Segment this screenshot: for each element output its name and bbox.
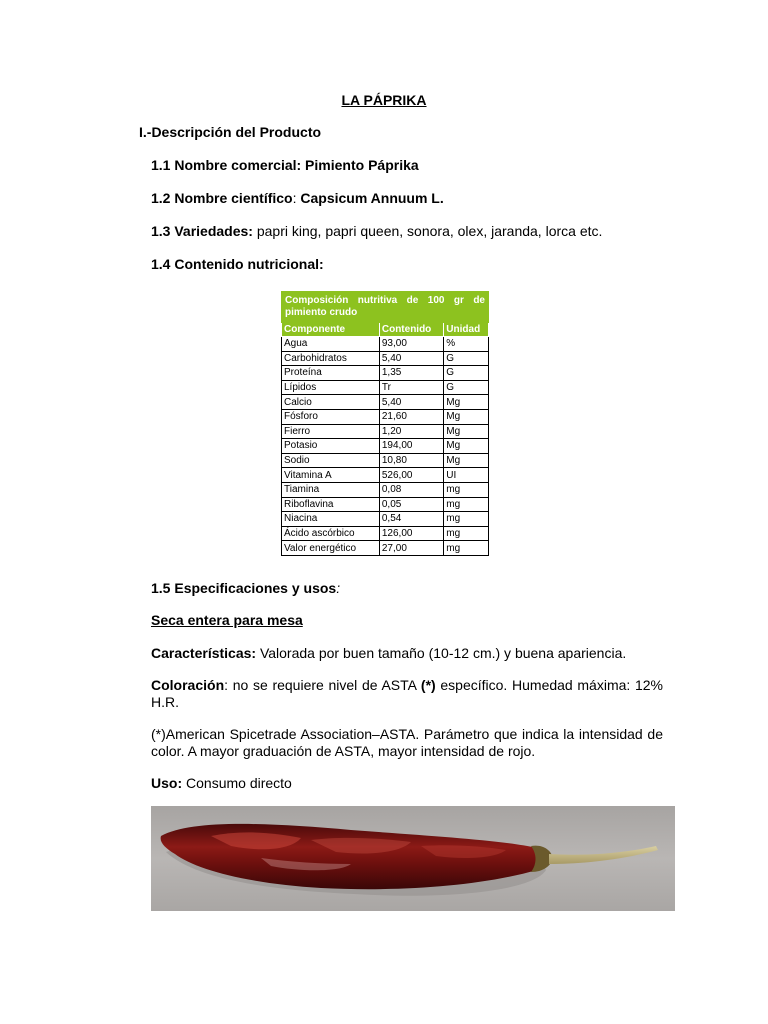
scientific-name bbox=[151, 190, 444, 207]
usage-value: Consumo directo bbox=[182, 775, 292, 791]
cell-content: 1,20 bbox=[379, 424, 443, 439]
cell-content: 10,80 bbox=[379, 453, 443, 468]
scientific-name-label: 1.2 Nombre científico bbox=[151, 190, 293, 206]
document-title: LA PÁPRIKA bbox=[341, 92, 427, 108]
cell-unit: G bbox=[444, 351, 489, 366]
coloration-text-2: específico. Humedad máxima: 12% H.R. bbox=[151, 677, 664, 710]
varieties-value: papri king, papri queen, sonora, olex, jaranda, lorca etc. bbox=[252, 223, 603, 239]
cell-unit: mg bbox=[444, 497, 489, 512]
table-row bbox=[282, 409, 489, 424]
table-row bbox=[282, 497, 489, 512]
table-caption: Composición nutritiva de 100 gr de pimiento crudo bbox=[282, 292, 489, 323]
coloration-label: Coloración bbox=[151, 677, 225, 693]
pepper-illustration bbox=[151, 806, 675, 911]
usage bbox=[151, 775, 292, 792]
varieties bbox=[151, 223, 602, 240]
cell-component: Ácido ascórbico bbox=[282, 526, 380, 541]
usage-label: Uso: bbox=[151, 775, 183, 791]
cell-unit: mg bbox=[444, 512, 489, 527]
cell-unit: Mg bbox=[444, 409, 489, 424]
table-row bbox=[282, 541, 489, 556]
cell-content: 126,00 bbox=[379, 526, 443, 541]
specs-heading bbox=[151, 580, 340, 597]
cell-unit: G bbox=[444, 380, 489, 395]
cell-unit: mg bbox=[444, 541, 489, 556]
table-row bbox=[282, 526, 489, 541]
cell-content: 1,35 bbox=[379, 366, 443, 381]
cell-unit: Mg bbox=[444, 395, 489, 410]
cell-content: 0,54 bbox=[379, 512, 443, 527]
cell-component: Valor energético bbox=[282, 541, 380, 556]
section-heading: I.-Descripción del Producto bbox=[139, 124, 322, 140]
cell-unit: Mg bbox=[444, 424, 489, 439]
cell-unit: Mg bbox=[444, 439, 489, 454]
cell-component: Tiamina bbox=[282, 482, 380, 497]
specs-heading-colon: : bbox=[336, 580, 341, 596]
nutrition-heading: 1.4 Contenido nutricional: bbox=[151, 256, 324, 272]
cell-content: 526,00 bbox=[379, 468, 443, 483]
cell-component: Riboflavina bbox=[282, 497, 380, 512]
coloration-mark: (*) bbox=[420, 677, 436, 693]
cell-component: Niacina bbox=[282, 512, 380, 527]
cell-component: Fósforo bbox=[282, 409, 380, 424]
table-row bbox=[282, 512, 489, 527]
cell-content: 0,05 bbox=[379, 497, 443, 512]
table-row bbox=[282, 424, 489, 439]
cell-unit: G bbox=[444, 366, 489, 381]
header-component: Componente bbox=[282, 323, 380, 337]
table-row bbox=[282, 439, 489, 454]
table-row bbox=[282, 337, 489, 352]
header-content: Contenido bbox=[379, 323, 443, 337]
table-row bbox=[282, 366, 489, 381]
cell-unit: mg bbox=[444, 526, 489, 541]
scientific-name-sep: : bbox=[292, 190, 301, 206]
sub-heading: Seca entera para mesa bbox=[151, 612, 303, 628]
cell-content: 21,60 bbox=[379, 409, 443, 424]
characteristics-value: Valorada por buen tamaño (10-12 cm.) y buena apariencia. bbox=[256, 645, 627, 661]
table-row bbox=[282, 351, 489, 366]
table-row bbox=[282, 380, 489, 395]
cell-content: 5,40 bbox=[379, 351, 443, 366]
cell-component: Potasio bbox=[282, 439, 380, 454]
cell-unit: mg bbox=[444, 482, 489, 497]
cell-component: Lípidos bbox=[282, 380, 380, 395]
coloration-text-1: : no se requiere nivel de ASTA bbox=[224, 677, 421, 693]
varieties-label: 1.3 Variedades: bbox=[151, 223, 253, 239]
cell-content: 93,00 bbox=[379, 337, 443, 352]
cell-content: 194,00 bbox=[379, 439, 443, 454]
specs-heading-label: 1.5 Especificaciones y usos bbox=[151, 580, 337, 596]
cell-content: 0,08 bbox=[379, 482, 443, 497]
dried-pepper-photo bbox=[151, 806, 675, 911]
characteristics-label: Características: bbox=[151, 645, 257, 661]
cell-unit: % bbox=[444, 337, 489, 352]
table-row bbox=[282, 482, 489, 497]
asta-note: (*)American Spicetrade Association–ASTA. Parámetro que indica la intensidad de color. A mayor graduación de ASTA, mayor intensidad de rojo. bbox=[151, 726, 663, 759]
table-header-row bbox=[282, 323, 489, 337]
cell-component: Carbohidratos bbox=[282, 351, 380, 366]
nutrition-table bbox=[281, 291, 489, 556]
cell-component: Fierro bbox=[282, 424, 380, 439]
coloration bbox=[151, 677, 663, 711]
cell-component: Proteína bbox=[282, 366, 380, 381]
cell-component: Calcio bbox=[282, 395, 380, 410]
table-row bbox=[282, 468, 489, 483]
cell-content: 5,40 bbox=[379, 395, 443, 410]
table-row bbox=[282, 395, 489, 410]
cell-unit: Mg bbox=[444, 453, 489, 468]
cell-component: Sodio bbox=[282, 453, 380, 468]
commercial-name: 1.1 Nombre comercial: Pimiento Páprika bbox=[151, 157, 419, 173]
scientific-name-value: Capsicum Annuum L. bbox=[300, 190, 444, 206]
cell-unit: UI bbox=[444, 468, 489, 483]
cell-content: 27,00 bbox=[379, 541, 443, 556]
cell-component: Agua bbox=[282, 337, 380, 352]
table-row bbox=[282, 453, 489, 468]
cell-component: Vitamina A bbox=[282, 468, 380, 483]
cell-content: Tr bbox=[379, 380, 443, 395]
header-unit: Unidad bbox=[444, 323, 489, 337]
characteristics bbox=[151, 645, 626, 662]
